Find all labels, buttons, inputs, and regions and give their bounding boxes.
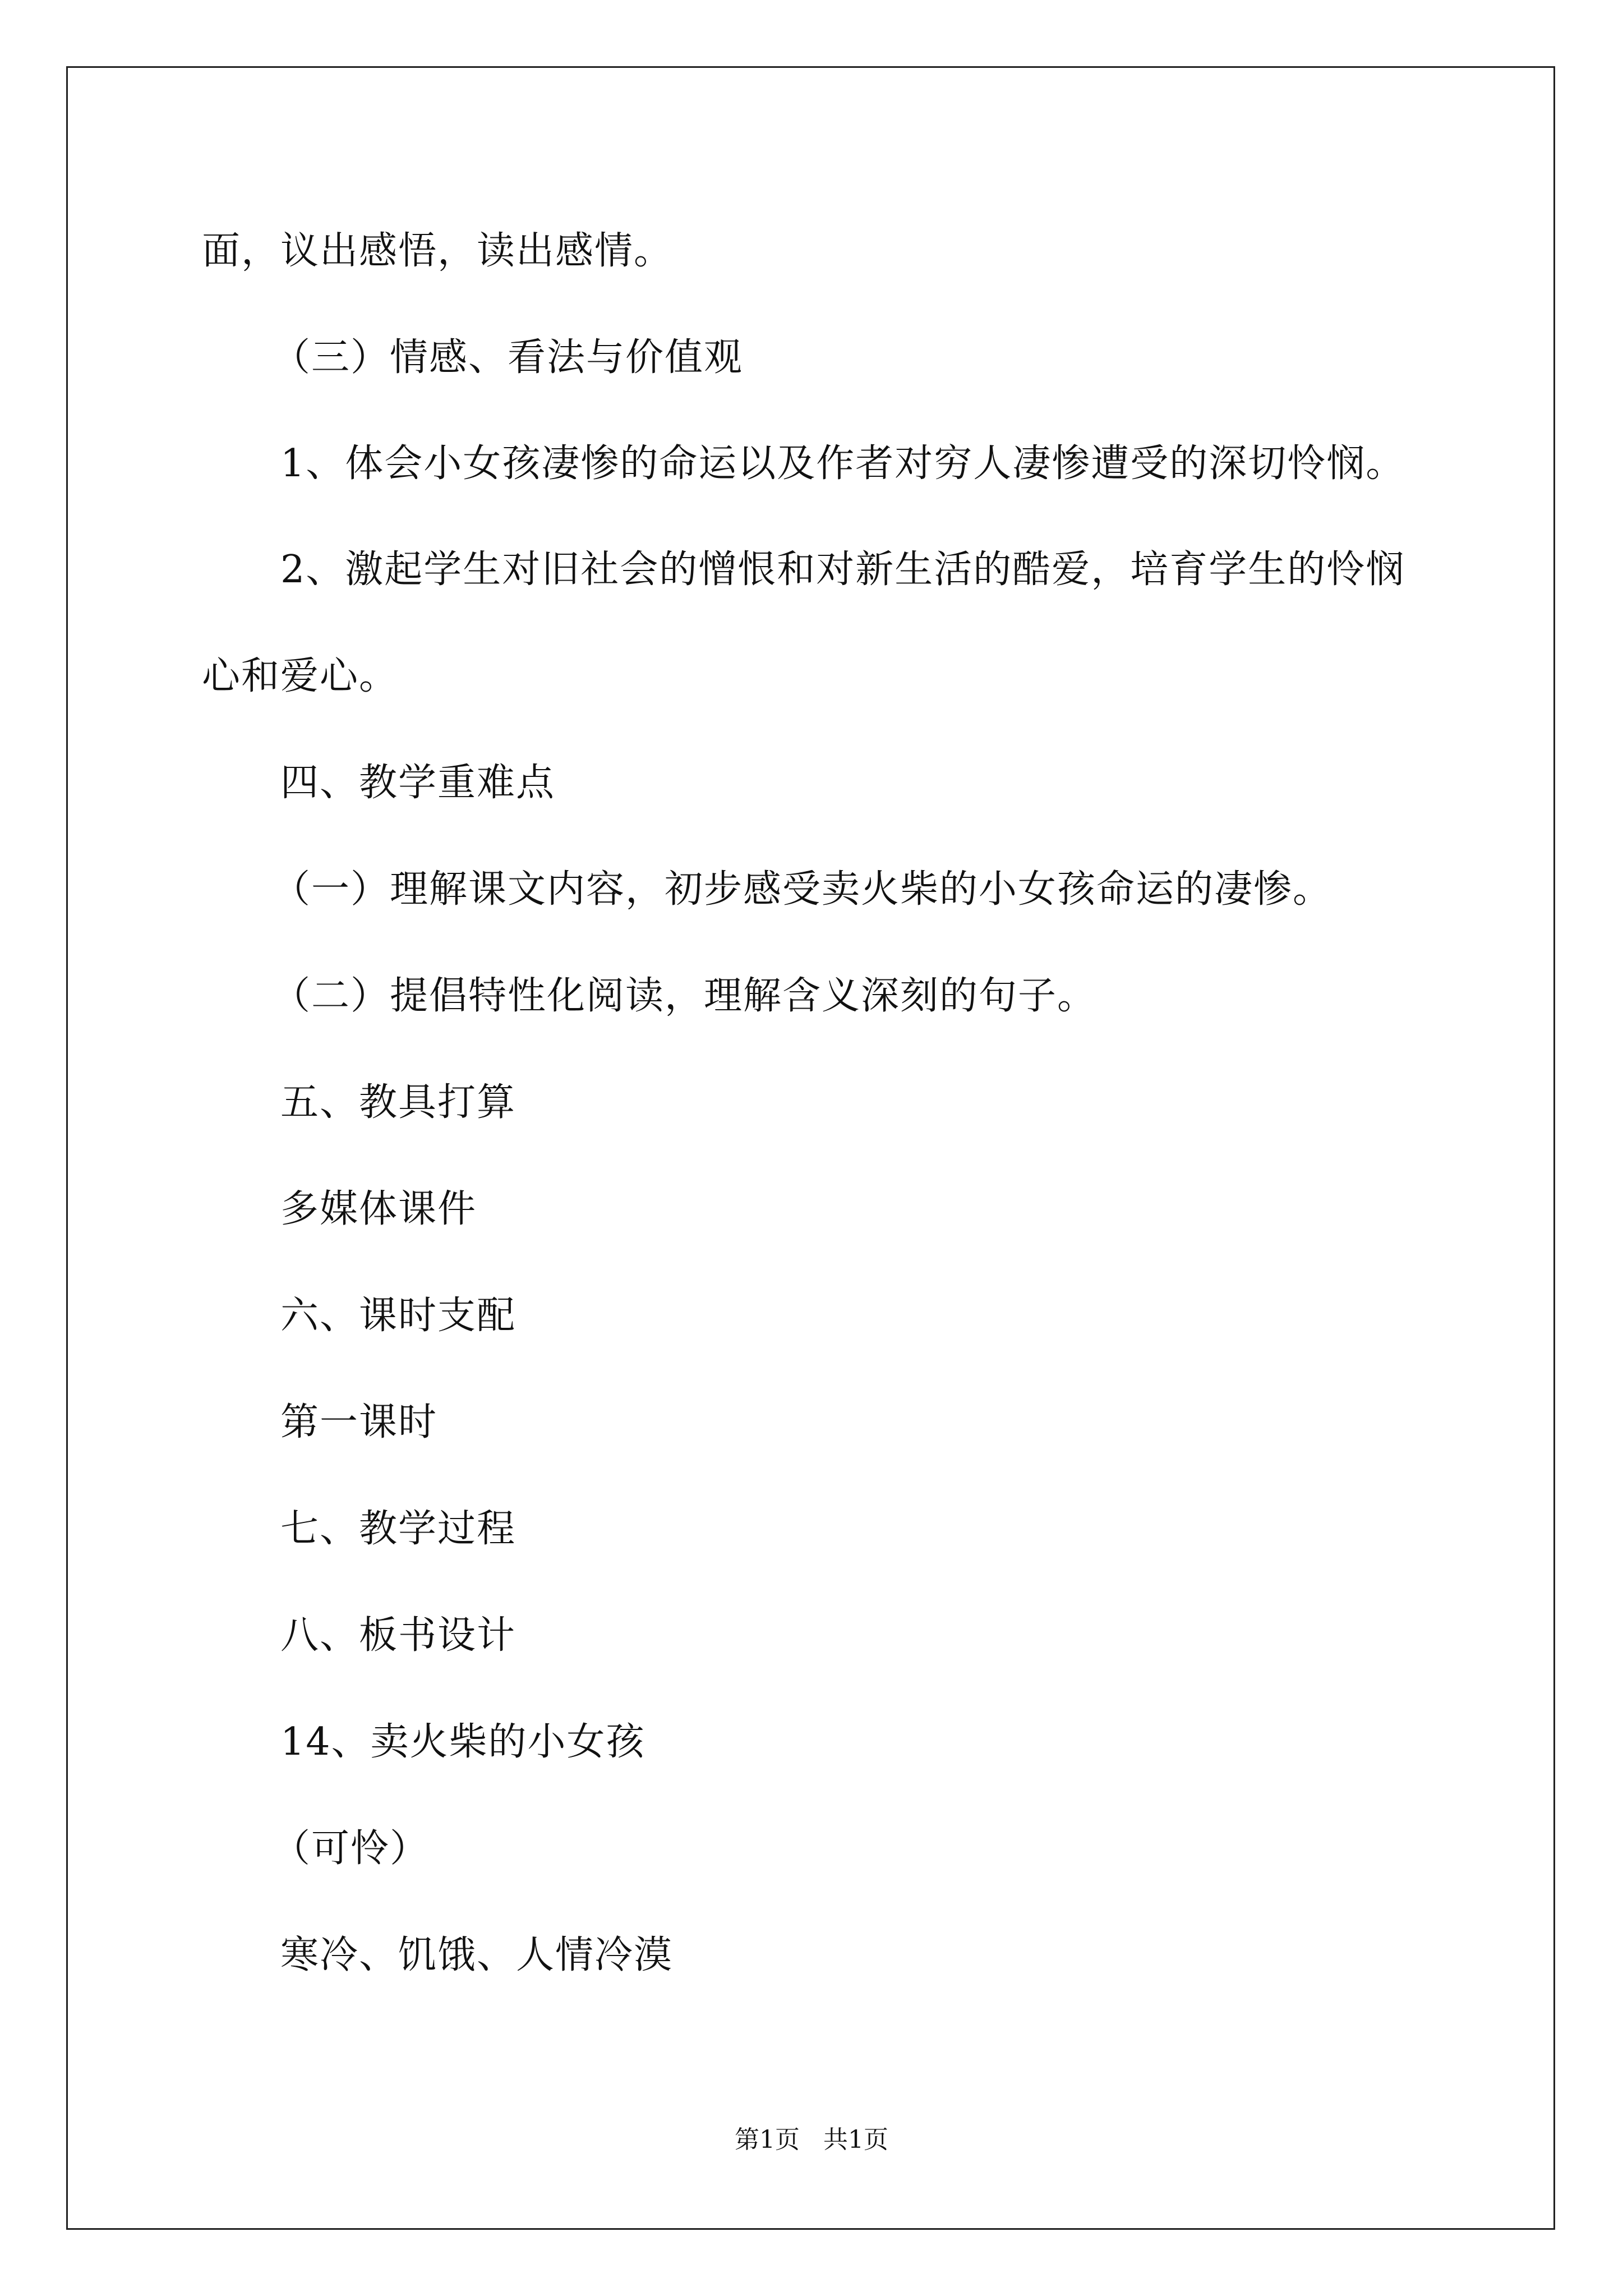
page-number-footer: 第1页 共1页 (735, 2125, 888, 2154)
text-line: 第一课时 (280, 1400, 438, 1444)
text-line: 心和爱心。 (202, 654, 399, 698)
text-line: 多媒体课件 (280, 1187, 477, 1231)
text-line: （可怜） (272, 1826, 430, 1871)
section-heading: 八、板书设计 (280, 1613, 517, 1658)
text-line: （二）提倡特性化阅读，理解含义深刻的句子。 (272, 974, 1097, 1018)
section-heading: 五、教具打算 (280, 1080, 517, 1125)
section-heading: （三）情感、看法与价值观 (272, 335, 744, 380)
section-heading: 四、教学重难点 (280, 761, 556, 805)
text-line: 1、体会小女孩凄惨的命运以及作者对穷人凄惨遭受的深切怜悯。 (280, 441, 1405, 486)
text-line: 2、激起学生对旧社会的憎恨和对新生活的酷爱，培育学生的怜悯 (280, 547, 1405, 592)
section-heading: 六、课时支配 (280, 1294, 517, 1338)
text-line: 面，议出感悟，读出感情。 (202, 229, 674, 273)
page-border (66, 66, 1555, 2230)
section-heading: 七、教学过程 (280, 1507, 517, 1551)
text-line: 14、卖火柴的小女孩 (280, 1720, 645, 1764)
text-line: 寒冷、饥饿、人情冷漠 (280, 1933, 674, 1977)
text-line: （一）理解课文内容，初步感受卖火柴的小女孩命运的凄惨。 (272, 867, 1332, 912)
